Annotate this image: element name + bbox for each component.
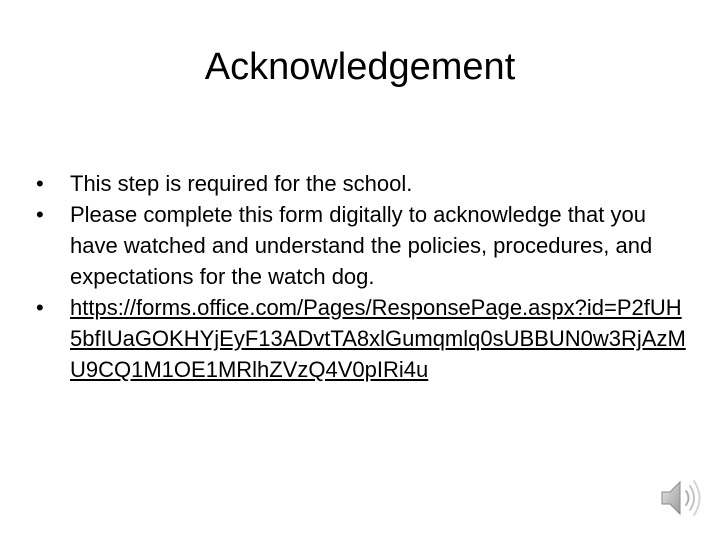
bullet-item <box>36 292 686 385</box>
slide-title: Acknowledgement <box>204 46 516 88</box>
bullet-list <box>36 168 686 385</box>
bullet-dot: • <box>36 171 44 196</box>
bullet-text: Please complete this form digitally to acknowledge that you have watched and understand the policies, procedures, and expectations for the watch dog. <box>70 202 653 289</box>
bullet-item <box>36 199 686 292</box>
form-link[interactable]: https://forms.office.com/Pages/ResponsePage.aspx?id=P2fUH5bfIUaGOKHYjEyF13ADvtTA8xlGumqmlq0sUBBUN0w3RjAzMU9CQ1M1OE1MRlhZVzQ4V0pIRi4u <box>70 295 686 382</box>
bullet-text: This step is required for the school. <box>70 171 413 196</box>
bullet-dot: • <box>36 202 44 227</box>
speaker-icon[interactable] <box>656 474 704 522</box>
bullet-item <box>36 168 686 199</box>
bullet-dot: • <box>36 295 44 320</box>
